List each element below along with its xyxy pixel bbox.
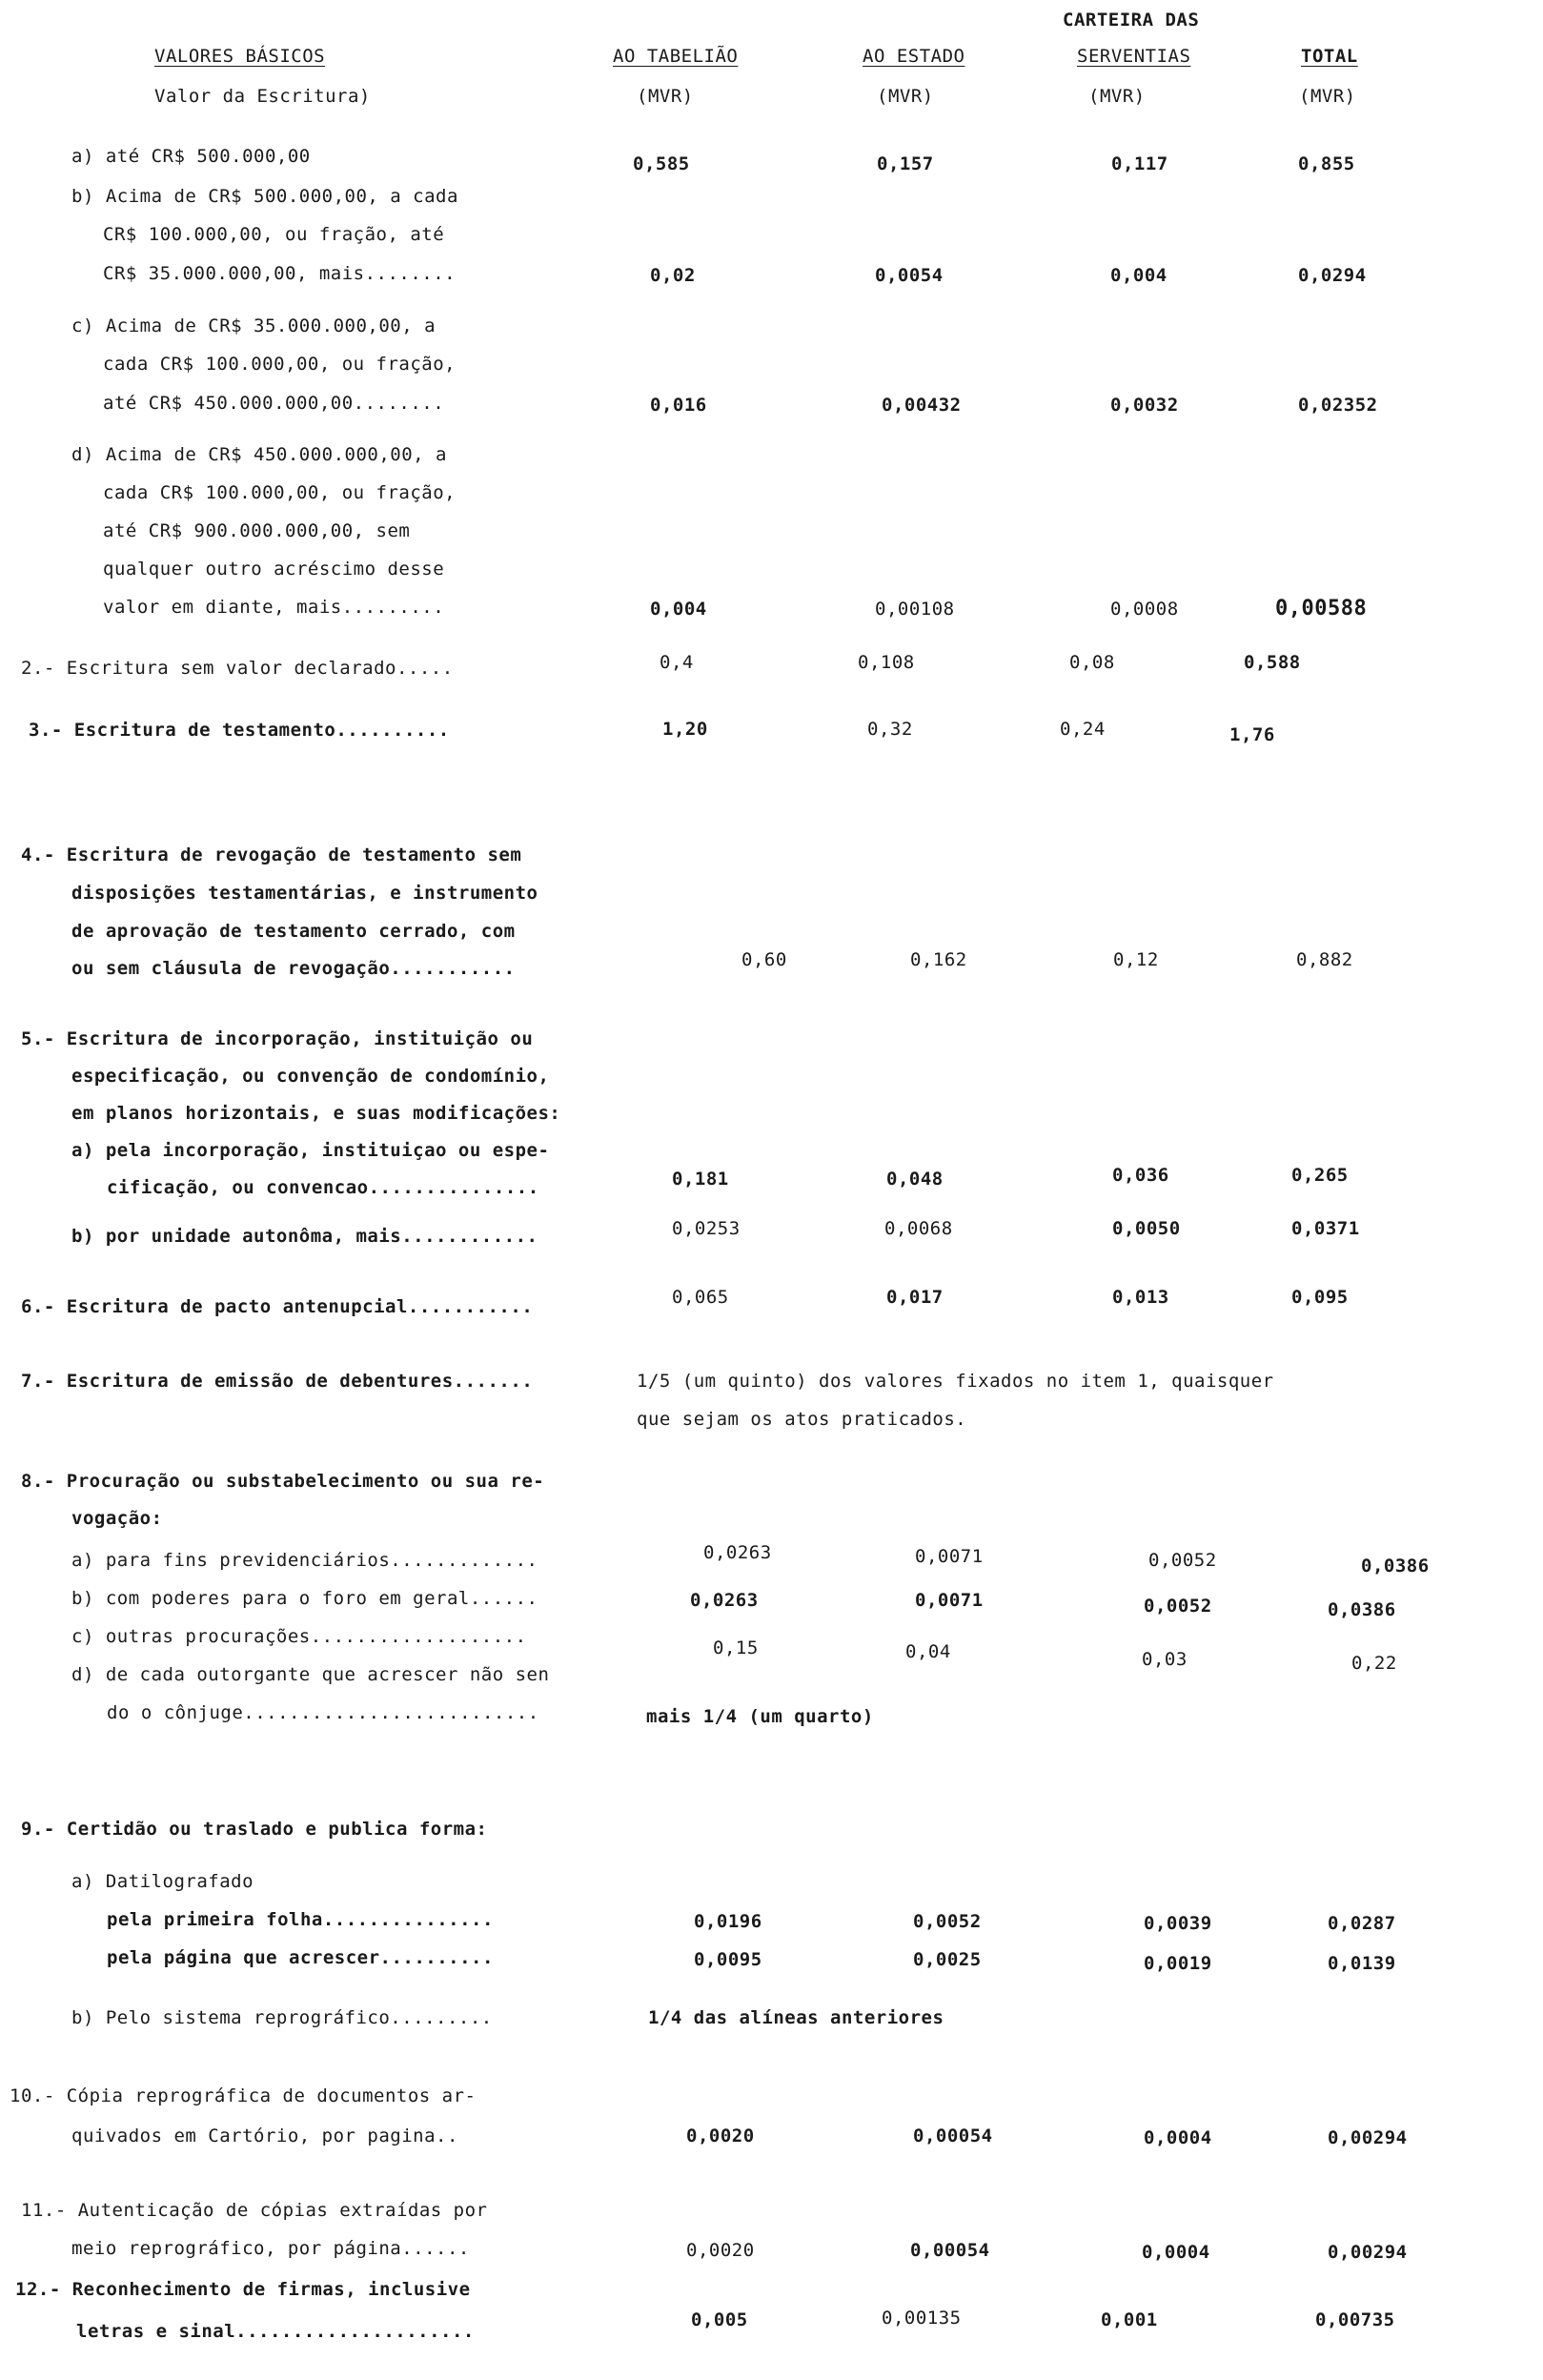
item-10-tabeliao: 0,0020	[686, 2126, 755, 2146]
item-9a2-tabeliao: 0,0095	[694, 1949, 762, 1970]
item-5a-tabeliao: 0,181	[672, 1169, 729, 1190]
item-3-label: 3.- Escritura de testamento..........	[29, 720, 450, 741]
item-6-estado: 0,017	[886, 1287, 944, 1308]
item-8-label-2: vogação:	[71, 1508, 163, 1529]
item-9a1-label: pela primeira folha...............	[107, 1909, 494, 1930]
item-1c-label-2: cada CR$ 100.000,00, ou fração,	[103, 354, 457, 375]
item-7-text-1: 1/5 (um quinto) dos valores fixados no item 1, quaisquer	[637, 1371, 1274, 1392]
item-8-label-1: 8.- Procuração ou substabelecimento ou sua re-	[21, 1471, 545, 1492]
item-5b-total: 0,0371	[1291, 1218, 1360, 1239]
item-8a-carteira: 0,0052	[1148, 1550, 1217, 1571]
item-9a1-total: 0,0287	[1328, 1913, 1396, 1934]
header-carteira: SERVENTIAS	[1077, 46, 1191, 67]
item-1a-estado: 0,157	[877, 153, 934, 174]
item-1d-label-1: d) Acima de CR$ 450.000.000,00, a	[71, 444, 447, 465]
item-8c-estado: 0,04	[905, 1641, 951, 1662]
item-1c-carteira: 0,0032	[1110, 395, 1179, 416]
item-6-tabeliao: 0,065	[672, 1287, 729, 1308]
item-1a-label: a) até CR$ 500.000,00	[71, 146, 311, 167]
item-8c-carteira: 0,03	[1142, 1649, 1188, 1670]
item-1c-total: 0,02352	[1298, 395, 1378, 416]
item-1b-label-2: CR$ 100.000,00, ou fração, até	[103, 224, 445, 245]
item-9a2-total: 0,0139	[1328, 1953, 1396, 1974]
item-11-carteira: 0,0004	[1142, 2242, 1210, 2263]
item-4-label-1: 4.- Escritura de revogação de testamento sem	[21, 844, 522, 865]
item-2-total: 0,588	[1244, 652, 1301, 673]
item-4-label-2: disposições testamentárias, e instrumento	[71, 883, 538, 904]
header-carteira-top: CARTEIRA DAS	[1063, 10, 1200, 31]
header-tabeliao: AO TABELIÃO	[613, 46, 739, 67]
item-5b-carteira: 0,0050	[1112, 1218, 1181, 1239]
item-7-text-2: que sejam os atos praticados.	[637, 1409, 967, 1430]
item-8c-tabeliao: 0,15	[713, 1638, 759, 1658]
item-3-total: 1,76	[1229, 724, 1275, 745]
item-8a-label: a) para fins previdenciários.............	[71, 1550, 538, 1571]
item-11-label-2: meio reprográfico, por página......	[71, 2238, 470, 2259]
item-9a-label: a) Datilografado	[71, 1871, 254, 1892]
item-5-label-4: a) pela incorporação, instituiçao ou espe-	[71, 1140, 550, 1161]
item-12-estado: 0,00135	[882, 2308, 962, 2329]
item-2-carteira: 0,08	[1069, 652, 1115, 673]
item-11-label-1: 11.- Autenticação de cópias extraídas por	[21, 2200, 488, 2221]
item-11-estado: 0,00054	[910, 2240, 990, 2261]
item-8a-tabeliao: 0,0263	[703, 1542, 772, 1563]
item-6-total: 0,095	[1291, 1287, 1349, 1308]
item-5b-tabeliao: 0,0253	[672, 1218, 741, 1239]
item-4-carteira: 0,12	[1113, 949, 1159, 970]
item-10-total: 0,00294	[1328, 2127, 1408, 2148]
item-1b-tabeliao: 0,02	[650, 265, 696, 286]
item-1b-label-1: b) Acima de CR$ 500.000,00, a cada	[71, 186, 458, 207]
item-5b-estado: 0,0068	[884, 1218, 953, 1239]
item-8b-estado: 0,0071	[915, 1590, 984, 1611]
item-1c-estado: 0,00432	[882, 395, 962, 416]
header-basic-values: VALORES BÁSICOS	[154, 46, 326, 67]
item-4-label-3: de aprovação de testamento cerrado, com	[71, 921, 516, 942]
item-8a-total: 0,0386	[1361, 1556, 1430, 1576]
item-8b-tabeliao: 0,0263	[690, 1590, 759, 1611]
item-5-label-3: em planos horizontais, e suas modificações:	[71, 1103, 561, 1124]
item-3-tabeliao: 1,20	[662, 719, 708, 740]
item-11-tabeliao: 0,0020	[686, 2240, 755, 2261]
item-3-estado: 0,32	[867, 719, 913, 740]
item-9-label: 9.- Certidão ou traslado e publica forma:	[21, 1819, 488, 1840]
item-12-total: 0,00735	[1315, 2309, 1395, 2330]
item-8d-text: mais 1/4 (um quarto)	[646, 1706, 874, 1727]
item-4-tabeliao: 0,60	[741, 949, 787, 970]
item-12-label-2: letras e sinal.....................	[76, 2321, 475, 2342]
item-1b-total: 0,0294	[1298, 265, 1367, 286]
item-5a-carteira: 0,036	[1112, 1165, 1169, 1186]
item-8a-estado: 0,0071	[915, 1546, 984, 1567]
header-estado-unit: (MVR)	[877, 86, 934, 107]
item-9a1-tabeliao: 0,0196	[694, 1911, 762, 1932]
item-1a-carteira: 0,117	[1111, 153, 1168, 174]
item-1b-carteira: 0,004	[1110, 265, 1167, 286]
header-carteira-unit: (MVR)	[1088, 86, 1146, 107]
item-10-label-2: quivados em Cartório, por pagina..	[71, 2126, 458, 2146]
item-10-carteira: 0,0004	[1144, 2127, 1212, 2148]
item-5a-estado: 0,048	[886, 1169, 944, 1190]
item-1d-label-4: qualquer outro acréscimo desse	[103, 559, 445, 580]
item-8c-total: 0,22	[1351, 1653, 1397, 1674]
item-4-estado: 0,162	[910, 949, 967, 970]
item-1b-estado: 0,0054	[875, 265, 944, 286]
item-1d-tabeliao: 0,004	[650, 599, 707, 620]
item-1c-label-1: c) Acima de CR$ 35.000.000,00, a	[71, 315, 437, 336]
item-12-tabeliao: 0,005	[691, 2309, 748, 2330]
item-5a-total: 0,265	[1291, 1165, 1349, 1186]
item-9a2-label: pela página que acrescer..........	[107, 1947, 494, 1968]
header-basic-values-sub: Valor da Escritura)	[154, 86, 371, 107]
item-9b-label: b) Pelo sistema reprográfico.........	[71, 2007, 493, 2028]
item-10-label-1: 10.- Cópia reprográfica de documentos ar-	[10, 2085, 477, 2106]
item-6-label: 6.- Escritura de pacto antenupcial...........	[21, 1296, 534, 1317]
item-12-carteira: 0,001	[1101, 2309, 1158, 2330]
item-2-label: 2.- Escritura sem valor declarado.....	[21, 658, 454, 679]
item-5-label-1: 5.- Escritura de incorporação, instituição ou	[21, 1028, 534, 1049]
item-1d-label-5: valor em diante, mais.........	[103, 597, 445, 618]
item-8b-label: b) com poderes para o foro em geral......	[71, 1588, 538, 1609]
item-5b-label: b) por unidade autonôma, mais............	[71, 1226, 538, 1247]
item-8d-label-1: d) de cada outorgante que acrescer não sen	[71, 1664, 550, 1685]
item-8b-carteira: 0,0052	[1144, 1596, 1212, 1617]
item-11-total: 0,00294	[1328, 2242, 1408, 2263]
item-1c-tabeliao: 0,016	[650, 395, 707, 416]
header-total: TOTAL	[1301, 46, 1358, 67]
item-1d-estado: 0,00108	[875, 599, 955, 620]
item-2-estado: 0,108	[858, 652, 915, 673]
item-7-label: 7.- Escritura de emissão de debentures.......	[21, 1371, 534, 1392]
item-1d-carteira: 0,0008	[1110, 599, 1179, 620]
item-9a1-estado: 0,0052	[913, 1911, 982, 1932]
item-5-label-5: cificação, ou convencao...............	[107, 1177, 539, 1198]
item-8d-label-2: do o cônjuge..........................	[107, 1702, 539, 1723]
item-5-label-2: especificação, ou convenção de condomínio,	[71, 1066, 550, 1087]
header-total-unit: (MVR)	[1299, 86, 1356, 107]
item-1d-label-3: até CR$ 900.000.000,00, sem	[103, 520, 411, 541]
item-6-carteira: 0,013	[1112, 1287, 1169, 1308]
item-9a1-carteira: 0,0039	[1144, 1913, 1212, 1934]
item-12-label-1: 12.- Reconhecimento de firmas, inclusive	[15, 2279, 471, 2300]
item-2-tabeliao: 0,4	[660, 652, 694, 673]
item-4-label-4: ou sem cláusula de revogação...........	[71, 958, 516, 979]
item-1d-total: 0,00588	[1275, 597, 1368, 620]
item-3-carteira: 0,24	[1060, 719, 1106, 740]
item-1a-total: 0,855	[1298, 153, 1355, 174]
item-9a2-carteira: 0,0019	[1144, 1953, 1212, 1974]
item-10-estado: 0,00054	[913, 2126, 993, 2146]
item-8b-total: 0,0386	[1328, 1599, 1396, 1620]
item-1c-label-3: até CR$ 450.000.000,00........	[103, 393, 445, 414]
item-9a2-estado: 0,0025	[913, 1949, 982, 1970]
item-8c-label: c) outras procurações...................	[71, 1626, 527, 1647]
header-estado: AO ESTADO	[863, 46, 965, 67]
header-tabeliao-unit: (MVR)	[637, 86, 694, 107]
item-9b-text: 1/4 das alíneas anteriores	[648, 2007, 944, 2028]
item-4-total: 0,882	[1296, 949, 1353, 970]
item-1b-label-3: CR$ 35.000.000,00, mais........	[103, 263, 457, 284]
item-1a-tabeliao: 0,585	[633, 153, 690, 174]
item-1d-label-2: cada CR$ 100.000,00, ou fração,	[103, 482, 457, 503]
